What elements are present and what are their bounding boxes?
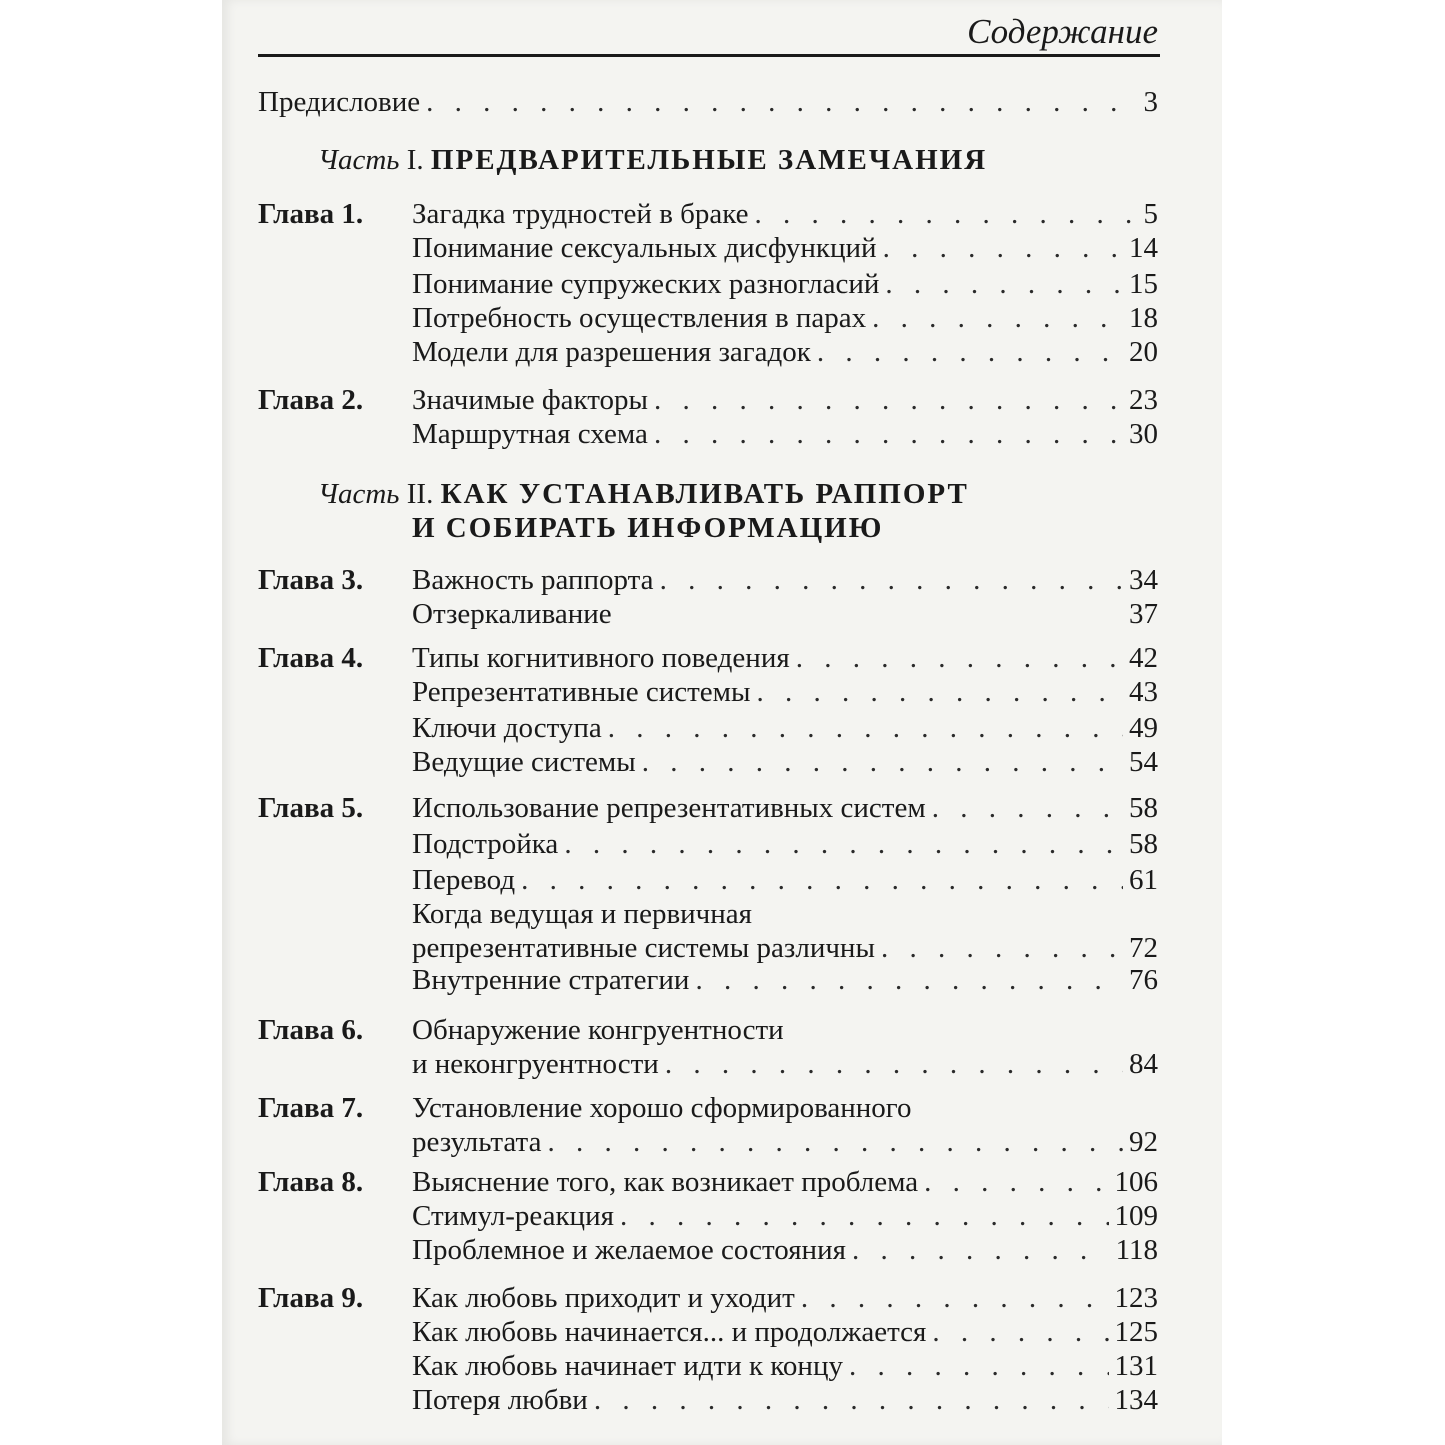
entry-page: 3	[1143, 86, 1158, 118]
entry-title: Внутренние стратегии	[412, 964, 690, 996]
toc-entry	[412, 196, 1158, 232]
entry-title: Предисловие	[258, 86, 421, 118]
toc-entry	[412, 596, 1158, 632]
chapter-label: Глава 4.	[258, 642, 364, 674]
running-head: Содержание	[967, 12, 1158, 51]
toc-entry	[412, 1314, 1158, 1350]
entry-page: 42	[1129, 642, 1158, 674]
toc-entry	[412, 1164, 1158, 1200]
toc-entry	[412, 1232, 1158, 1268]
chapter-label: Глава 1.	[258, 198, 364, 230]
entry-title: Использование репрезентативных систем	[412, 792, 926, 824]
dot-leader	[654, 416, 1123, 452]
entry-page: 58	[1129, 828, 1158, 860]
dot-leader	[885, 266, 1123, 302]
dot-leader	[594, 1382, 1109, 1418]
dot-leader	[883, 230, 1123, 266]
dot-leader	[426, 84, 1137, 120]
toc-entry	[412, 640, 1158, 676]
entry-page: 58	[1129, 792, 1158, 824]
chapter-label: Глава 6.	[258, 1014, 364, 1046]
chapter-label: Глава 3.	[258, 564, 364, 596]
dot-leader	[849, 1348, 1109, 1384]
entry-page: 92	[1129, 1126, 1158, 1158]
dot-leader	[564, 826, 1123, 862]
toc-entry	[412, 1124, 1158, 1160]
toc-entry	[412, 1198, 1158, 1234]
part-label: Часть	[318, 478, 400, 510]
toc-entry	[412, 1046, 1158, 1082]
part-numeral: I.	[406, 144, 424, 176]
dot-leader	[796, 640, 1123, 676]
chapter-label: Глава 9.	[258, 1282, 364, 1314]
dot-leader	[547, 1124, 1123, 1160]
entry-page: 49	[1129, 712, 1158, 744]
entry-page: 14	[1129, 232, 1158, 264]
toc-entry	[412, 790, 1158, 826]
part-heading-2-line2	[412, 510, 883, 546]
entry-page: 72	[1129, 932, 1158, 964]
chapter-label: Глава 7.	[258, 1092, 364, 1124]
entry-page: 131	[1114, 1350, 1158, 1382]
dot-leader	[881, 930, 1123, 966]
entry-title-line1: Когда ведущая и первичная	[412, 898, 752, 930]
part-heading-2	[318, 476, 969, 512]
toc-entry	[412, 710, 1158, 746]
dot-leader	[620, 1198, 1109, 1234]
toc-entry	[412, 930, 1158, 966]
entry-title-line1: Обнаружение конгруентности	[412, 1014, 784, 1046]
entry-title: Перевод	[412, 864, 516, 896]
part-heading-1	[318, 142, 987, 178]
toc-entry	[412, 674, 1158, 710]
dot-leader	[521, 862, 1123, 898]
entry-page: 84	[1129, 1048, 1158, 1080]
toc-entry	[412, 1348, 1158, 1384]
chapter-label: Глава 8.	[258, 1166, 364, 1198]
entry-page: 125	[1114, 1316, 1158, 1348]
entry-title: Маршрутная схема	[412, 418, 648, 450]
dot-leader	[932, 790, 1123, 826]
toc-entry	[412, 334, 1158, 370]
entry-title: Репрезентативные системы	[412, 676, 751, 708]
entry-page: 109	[1114, 1200, 1158, 1232]
toc-entry	[412, 562, 1158, 598]
dot-leader	[755, 196, 1138, 232]
toc-entry	[412, 416, 1158, 452]
dot-leader	[608, 710, 1123, 746]
chapter-label: Глава 5.	[258, 792, 364, 824]
entry-title: Ключи доступа	[412, 712, 602, 744]
entry-page: 76	[1129, 964, 1158, 996]
entry-title: Как любовь начинает идти к концу	[412, 1350, 843, 1382]
entry-title: Потеря любви	[412, 1384, 588, 1416]
entry-page: 43	[1129, 676, 1158, 708]
entry-page: 61	[1129, 864, 1158, 896]
toc-entry	[412, 382, 1158, 418]
dot-leader	[654, 382, 1123, 418]
entry-title: Понимание супружеских разногласий	[412, 268, 880, 300]
entry-page: 54	[1129, 746, 1158, 778]
entry-title: результата	[412, 1126, 542, 1158]
entry-page: 30	[1129, 418, 1158, 450]
dot-leader	[852, 1232, 1110, 1268]
toc-entry	[412, 744, 1158, 780]
entry-title: Проблемное и желаемое состояния	[412, 1234, 846, 1266]
entry-title: Как любовь приходит и уходит	[412, 1282, 795, 1314]
entry-title: Ведущие системы	[412, 746, 636, 778]
entry-title: Выяснение того, как возникает проблема	[412, 1166, 919, 1198]
entry-page: 37	[1129, 598, 1158, 630]
entry-title: Модели для разрешения загадок	[412, 336, 811, 368]
part-title: ПРЕДВАРИТЕЛЬНЫЕ ЗАМЕЧАНИЯ	[430, 144, 988, 176]
entry-title: Типы когнитивного поведения	[412, 642, 790, 674]
entry-page: 118	[1115, 1234, 1158, 1266]
entry-title: Загадка трудностей в браке	[412, 198, 749, 230]
entry-title: Стимул-реакция	[412, 1200, 614, 1232]
entry-page: 123	[1114, 1282, 1158, 1314]
dot-leader	[695, 962, 1123, 998]
entry-page: 134	[1114, 1384, 1158, 1416]
entry-title-line1: Установление хорошо сформированного	[412, 1092, 912, 1124]
entry-page: 5	[1143, 198, 1158, 230]
entry-title: Подстройка	[412, 828, 559, 860]
entry-page: 18	[1129, 302, 1158, 334]
entry-page: 15	[1129, 268, 1158, 300]
entry-page: 23	[1129, 384, 1158, 416]
entry-title: Значимые факторы	[412, 384, 648, 416]
dot-leader	[757, 674, 1123, 710]
entry-title: Отзеркаливание	[412, 598, 612, 630]
dot-leader	[801, 1280, 1109, 1316]
entry-title: Важность раппорта	[412, 564, 654, 596]
toc-entry	[412, 1382, 1158, 1418]
toc-entry	[412, 962, 1158, 998]
entry-title: и неконгруентности	[412, 1048, 659, 1080]
dot-leader	[660, 562, 1123, 598]
entry-page: 106	[1114, 1166, 1158, 1198]
entry-title: Понимание сексуальных дисфункций	[412, 232, 877, 264]
dot-leader	[665, 1046, 1123, 1082]
entry-title: Как любовь начинается... и продолжается	[412, 1316, 927, 1348]
part-title: КАК УСТАНАВЛИВАТЬ РАППОРТ	[440, 478, 969, 510]
toc-entry	[412, 1280, 1158, 1316]
toc-entry	[412, 300, 1158, 336]
toc-entry	[412, 230, 1158, 266]
dot-leader	[817, 334, 1123, 370]
toc-entry	[412, 862, 1158, 898]
toc-entry	[412, 826, 1158, 862]
entry-title: Потребность осуществления в парах	[412, 302, 867, 334]
part-numeral: II.	[406, 478, 434, 510]
toc-entry	[412, 266, 1158, 302]
dot-leader	[924, 1164, 1108, 1200]
part-title: И СОБИРАТЬ ИНФОРМАЦИЮ	[412, 512, 884, 544]
toc-entry-preface	[258, 84, 1158, 120]
part-label: Часть	[318, 144, 400, 176]
entry-page: 20	[1129, 336, 1158, 368]
chapter-label: Глава 2.	[258, 384, 364, 416]
dot-leader	[642, 744, 1123, 780]
entry-title: репрезентативные системы различны	[412, 932, 875, 964]
dot-leader	[872, 300, 1123, 336]
entry-page: 34	[1129, 564, 1158, 596]
dot-leader	[932, 1314, 1108, 1350]
